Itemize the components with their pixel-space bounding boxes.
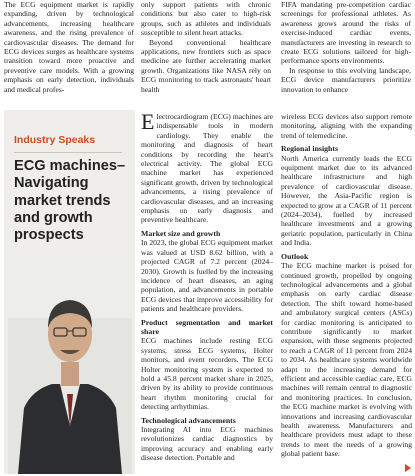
para-wireless: wireless ECG devices also support remote monitoring, aligning with the expanding trend of telemedicine. <box>281 112 412 140</box>
article-intro-text: lectrocardiogram (ECG) machines are indispensable tools in modern cardiology. They enable the monitoring and diagnosis of heart conditions by recording the heart's electrical activity. The global ECG machine market has experienced significant growth, driven by technological advancements, a rising prevalence of cardiovascular diseases, and an increasing emphasis on early diagnosis and preventive healthcare. <box>141 112 273 225</box>
heading-regional: Regional insights <box>281 144 338 154</box>
para-regional: North America currently leads the ECG equipment market due to its advanced healthcare infrastructure and high prevalence of cardiovascular disease. However, the Asia-Pacific region is expected to grow at a CAGR of 11 percent (2024–2034), fuelled by increased healthcare investments and a growing geriatric population, particularly in China and India. <box>281 153 412 248</box>
para-product-segmentation: ECG machines include resting ECG systems, stress ECG systems, Holter monitors, and event recorders. The ECG Holter monitoring system is expected to hold a 45.8 percent market share in 2025, driven by its ability to provide continuous heart rhythm monitoring crucial for detecting arrhythmias. <box>141 336 273 412</box>
heading-product-segmentation: Product segmentation and market share <box>141 317 273 336</box>
intro-column-1 <box>4 0 134 94</box>
article-intro <box>141 109 273 225</box>
intro-col3-para1: FIFA mandating pre-competition cardiac screenings for professional athletes. As awareness grows around the risks of exercise-induced cardiac events, manufacturers are investing in research to create ECG solutions tailored for high-performance sports environments. <box>281 0 411 66</box>
continue-arrow-icon <box>405 464 411 472</box>
intro-col1-text: The ECG equipment market is rapidly expanding, driven by technological advancements, increasing healthcare awareness, and the rising prevalence of cardiovascular diseases. The demand for ECG devices surges as healthcare systems transition toward more proactive and preventive care models. With a growing emphasis on early detection, individuals and medical profes- <box>4 0 134 94</box>
para-market-size: In 2023, the global ECG equipment market was valued at USD 8.62 billion, with a projected CAGR of 7.2 percent (2024–2030). Growth is fuelled by the increasing incidence of heart diseases, an aging population, and advancements in portable ECG devices that improve accessibility for patients and healthcare providers. <box>141 238 273 314</box>
intro-col2-para1: only support patients with chronic conditions but also cater to high-risk groups, such as athletes and individuals susceptible to silent heart attacks. <box>141 0 271 38</box>
banner-divider <box>14 152 122 153</box>
para-technology: Integrating AI into ECG machines revolutionizes cardiac diagnostics by improving accuracy and enabling early disease detection. Portable and <box>141 425 273 463</box>
article-column-2 <box>141 109 273 463</box>
intro-col3-para2: In response to this evolving landscape, ECG device manufacturers prioritize innovation to enhance <box>281 65 411 94</box>
intro-column-3 <box>281 0 411 94</box>
heading-market-size: Market size and growth <box>141 228 221 238</box>
section-tag: Industry Speaks <box>14 134 96 146</box>
article-headline: ECG machines–Navigating market trends and growth prospects <box>14 158 126 244</box>
drop-cap: E <box>141 109 155 134</box>
article-column-3 <box>281 112 412 459</box>
para-outlook: The ECG machine market is poised for continued growth, propelled by ongoing technological advancements and a global emphasis on early cardiac disease detection. The shift toward home-based and ambulatory surgical centers (ASCs) for cardiac monitoring is anticipated to contribute significantly to market expansion, with these segments projected to reach a CAGR of 11 percent from 2024 to 2034. As healthcare systems worldwide adapt to the increasing demand for efficient and accessible cardiac care, ECG machines will remain central to diagnostic and monitoring practices. In conclusion, the ECG machine market is evolving with innovations and increasing cardiovascular health awareness. Manufacturers and healthcare providers must adapt to these trends to meet the needs of a growing global patient base. <box>281 261 412 459</box>
author-photo <box>8 258 132 474</box>
heading-outlook: Outlook <box>281 251 309 261</box>
intro-col2-para2: Beyond conventional healthcare applications, new frontiers such as space medicine are further accelerating market growth. Organizations like NASA rely on ECG monitoring to track astronauts' heart health <box>141 37 271 94</box>
intro-column-2 <box>141 0 271 94</box>
heading-technology: Technological advancements <box>141 415 236 425</box>
